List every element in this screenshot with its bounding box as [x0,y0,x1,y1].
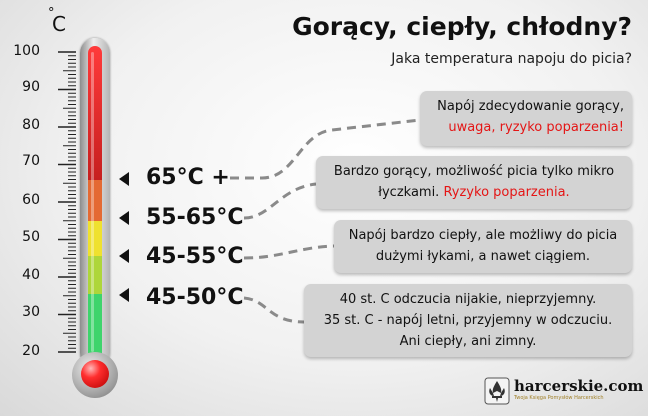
box-4-line-1: 40 st. C odczucia nijakie, nieprzyjemny. [339,292,597,307]
scout-lily-icon [484,376,510,406]
logo-tagline: Twoja Księga Pomysłów Harcerskich [514,395,604,401]
description-box-4 [304,284,632,357]
range-label-4: 45-50°C [146,285,244,310]
range-label-1: 65°C + [146,165,230,190]
description-box-3 [334,220,632,273]
box-1-warning: uwaga, ryzyko poparzenia! [448,120,624,135]
degree-symbol: ° [48,6,55,21]
scale-label-30: 30 [22,304,40,320]
box-3-line-2: dużymi łykami, a nawet ciągiem. [375,249,591,264]
range-label-2: 55-65°C [146,205,244,230]
scale-label-40: 40 [22,267,40,283]
description-box-2 [316,156,632,209]
celsius-letter: C [52,12,66,36]
scale-label-70: 70 [22,153,40,169]
connector-3 [244,246,334,258]
scale-label-60: 60 [22,192,40,208]
connector-2 [244,184,316,218]
box-4-line-2: 35 st. C - napój letni, przyjemny w odczuciu. [323,313,613,328]
page-subtitle: Jaka temperatura napoju do picia? [391,51,632,67]
box-3-line-1: Napój bardzo ciepły, ale możliwy do picia [348,228,618,243]
scale-label-100: 100 [13,43,40,59]
box-2-line-2 [324,182,624,203]
box-2-warning: Ryzyko poparzenia. [443,185,570,200]
box-1-line-1: Napój zdecydowanie gorący, [437,99,624,114]
description-box-1 [420,91,632,146]
range-label-3: 45-55°C [146,244,244,269]
scale-label-80: 80 [22,117,40,133]
box-4-line-3: Ani ciepły, ani zimny. [399,334,537,349]
page-title: Gorący, ciepły, chłodny? [292,12,632,41]
connector-4 [244,298,304,322]
box-2-line-2-text: łyczkami. [378,185,440,200]
scale-label-90: 90 [22,79,40,95]
scale-label-50: 50 [22,229,40,245]
scale-label-20: 20 [22,343,40,359]
logo-name[interactable]: harcerskie.com [514,377,644,395]
box-2-line-1: Bardzo gorący, możliwość picia tylko mikro [333,164,615,179]
